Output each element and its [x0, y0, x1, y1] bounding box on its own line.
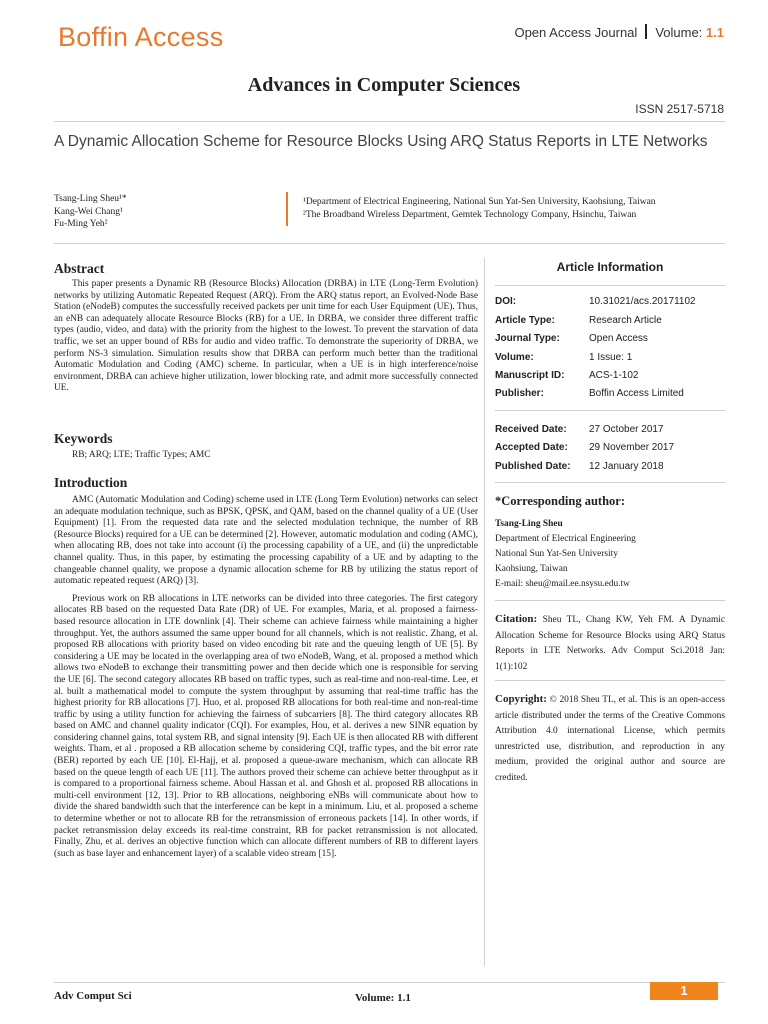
introduction-heading: Introduction	[54, 475, 128, 490]
info-value: 29 November 2017	[589, 442, 675, 453]
corresponding-name: Tsang-Ling Sheu	[495, 519, 563, 529]
citation-label: Citation:	[495, 613, 538, 625]
author: Kang-Wei Chang¹	[54, 206, 123, 217]
corresponding-email[interactable]: E-mail: sheu@mail.ee.nsysu.edu.tw	[495, 579, 630, 589]
volume-label: Volume:	[655, 25, 703, 40]
info-value: Research Article	[589, 315, 662, 326]
keywords-heading: Keywords	[54, 431, 113, 446]
footer-volume: Volume: 1.1	[355, 992, 411, 1004]
citation-text: Sheu TL, Chang KW, Yeh FM. A Dynamic Allocation Scheme for Resource Blocks using ARQ Status Reports in LTE Networks. Adv Comput Sci.2018 Jan: 1(1):102	[495, 615, 726, 672]
article-title: A Dynamic Allocation Scheme for Resource Blocks Using ARQ Status Reports in LTE Networks	[54, 133, 708, 150]
footer-rule	[54, 982, 725, 983]
abstract-text: This paper presents a Dynamic RB (Resource Blocks) Allocation (DRBA) in LTE (Long-Term Evolution) networks by utilizing Automatic Repeated Request (ARQ). From the ARQ status report, an Evolved-Node Base Station (eNodeB) computes the successfully received packets per unit time for each User Equipment (UE). Thus, an eNB can adequately allocate Resource Blocks (RB) for a UE. In DRBA, we consider three different traffic types (audio, video, and data) with the priority from the highest to the lowest. To prevent the starvation of data traffic, we set an upper bound of RBs for audio and video traffic. To demonstrate the superiority of DRBA, we perform NS-3 simulation. Simulation results show that DRBA can perform much better than the traditional Automatic Modulation and Coding (AMC) scheme. In particular, when a UE is in high interference/noise environment, DRBA can achieve higher utilization, lower blocking rate, and admit more successfully connected UE.	[54, 279, 478, 394]
copyright-block	[495, 692, 725, 786]
affiliation-list	[303, 196, 656, 221]
journal-title: Advances in Computer Sciences	[247, 74, 521, 96]
article-info-heading: Article Information	[556, 260, 664, 274]
keywords-section	[54, 431, 478, 462]
info-value: 12 January 2018	[589, 461, 664, 472]
info-key: Manuscript ID:	[495, 370, 565, 381]
divider	[645, 24, 647, 39]
info-rule	[495, 600, 725, 601]
info-key: Accepted Date:	[495, 442, 568, 453]
introduction-section	[54, 475, 478, 860]
info-value: 1 Issue: 1	[589, 352, 633, 363]
info-key: Published Date:	[495, 461, 571, 472]
info-key: Volume:	[495, 352, 534, 363]
footer-journal: Adv Comput Sci	[54, 990, 132, 1002]
info-rule	[495, 285, 725, 286]
copyright-text: © 2018 Sheu TL, et al. This is an open-access article distributed under the terms of the Creative Commons Attribution 4.0 international License, which permits unrestricted use, distribution, and reproduction in any medium, provided the original author and source are credited.	[495, 695, 725, 783]
abstract-heading: Abstract	[54, 261, 105, 276]
volume-number: 1.1	[705, 25, 724, 40]
info-value: Boffin Access Limited	[589, 388, 684, 399]
issn: ISSN 2517-5718	[635, 102, 724, 116]
info-rule	[495, 680, 725, 681]
citation-block	[495, 612, 725, 675]
info-key: Received Date:	[495, 424, 567, 435]
affiliation-bar	[286, 192, 288, 226]
header-rule	[54, 121, 725, 122]
info-value[interactable]: 10.31021/acs.20171102	[589, 296, 696, 307]
info-key: Article Type:	[495, 315, 555, 326]
info-value: 27 October 2017	[589, 424, 664, 435]
abstract-section	[54, 261, 478, 395]
info-rule	[495, 482, 725, 483]
keywords-text: RB; ARQ; LTE; Traffic Types; AMC	[72, 450, 211, 460]
author: Tsang-Ling Sheu¹*	[54, 194, 127, 204]
corresponding-dept: Department of Electrical Engineering	[495, 534, 636, 544]
journal-info	[514, 24, 724, 40]
info-value: ACS-1-102	[589, 370, 639, 381]
corresponding-city: Kaohsiung, Taiwan	[495, 564, 568, 574]
copyright-label: Copyright:	[495, 693, 547, 705]
section-rule	[54, 243, 725, 244]
info-rule	[495, 410, 725, 411]
column-divider	[484, 258, 485, 966]
info-key: DOI:	[495, 296, 517, 307]
page-number: 1	[650, 982, 718, 1000]
intro-paragraph-1: AMC (Automatic Modulation and Coding) scheme used in LTE (Long Term Evolution) networks can select an adequate modulation technique, such as BPSK, QPSK, and QAM, based on the channel quality of a UE (User Equipment) [1]. From the requested data rate and the selected modulation technique, the number of RB (Resource Blocks) required for a UE can be determined [2]. However, automatic modulation and coding (AMC), when allocating RB, does not take into account (i) the processing capability of a UE, and (ii) the unpredictable channel quality. Thus, in this paper, by estimating the processing capability of a UE and by adapting to the changeable channel quality, we propose a dynamic allocation scheme for RB by utilizing the status report of automatic repeated request (ARQ) [3].	[54, 495, 478, 587]
info-key: Journal Type:	[495, 333, 560, 344]
corresponding-univ: National Sun Yat-Sen University	[495, 549, 618, 559]
author: Fu-Ming Yeh²	[54, 219, 108, 229]
journal-type: Open Access Journal	[514, 25, 638, 40]
author-list	[54, 193, 127, 231]
affiliation: ¹Department of Electrical Engineering, National Sun Yat-Sen University, Kaohsiung, Taiwan	[303, 197, 656, 207]
publisher-logo: Boffin Access	[58, 22, 224, 52]
corresponding-heading: *Corresponding author:	[495, 494, 625, 508]
info-key: Publisher:	[495, 388, 544, 399]
affiliation: ²The Broadband Wireless Department, Gemtek Technology Company, Hsinchu, Taiwan	[303, 209, 637, 220]
corresponding-author	[495, 517, 725, 592]
intro-paragraph-2: Previous work on RB allocations in LTE networks can be divided into three categories. The first category allocates RB based on the requested Data Rate (DR) of UE. For examples, Maria, et al. proposed a fairness-based resource allocation in LTE downlink [4]. Their scheme can achieve fairness while maintaining a higher throughput. Yet, the authors assumed the same upper bound for all channels, which is not realistic. Zhang, et al. proposed RB allocations with priority based on video encoding bit rate and the queuing length of UE [5]. By considering a UE may be located in the overlapping area of two eNodeB, Wang, et al. proposed a method which allows two eNodeB to exchange their transmitting power and then decide which one is responsible for serving the UE [6]. The second category allocates RB based on traffic types, such as real-time and non-real-time. Lee, et al. built a mathematical model to compute the system throughput by assuming that real-time traffic has the highest priority for RB allocations [7]. Huo, et al. proposed RB allocations for both real-time and non-real-time traffic by using a utility function for achieving the fairness of subcarriers [8]. The third category allocates RB based on AMC and channel quality indicator (CQI). For examples, Hou, et al. derives a new SINR equation by considering channel gains, total system RB, and signal intensity [9]. Each UE is then allocated RB with different weights. Tham, et al . proposed a RB allocation scheme by considering CQI, traffic types, and the bit error rate (BER) reported by each UE [10]. El-Hajj, et al. proposed a queue-aware mechanism, which can allocate RB based on the queue length of each UE [11]. The authors proved their scheme can achieve better throughput as it is compared to a proportional fairness scheme. Aboul Hassan et al. and Ghosh et al. proposed RB allocations in multi-cell environment [12, 13]. Prior to RB allocations, neighboring eNBs will communicate about how to divide the shared bandwidth such that the interference can be kept in a minimum. Liu, et al. proposed a scheme to determine whether or not to allocate RB for the retransmission of erroneous packets [14]. In other words, if packet retransmission delay exceeds its real-time constraint, RB for packet retransmission is not allocated. Finally, Zhu, et al. derives an objective function which can allocate different numbers of RB to different layers (such as base layer and enhancement layer) of a scalable video stream [15].	[54, 593, 478, 859]
info-value: Open Access	[589, 333, 648, 344]
